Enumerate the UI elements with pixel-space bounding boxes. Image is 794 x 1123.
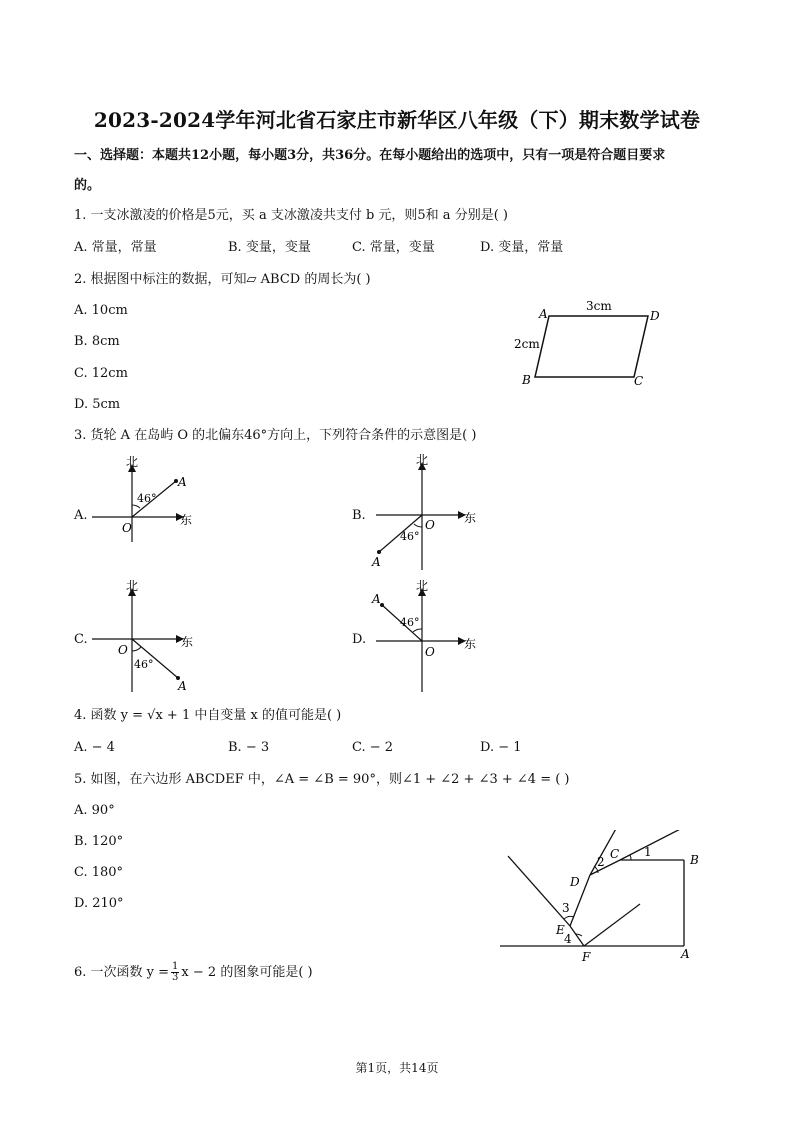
svg-text:A: A	[178, 475, 187, 489]
parallelogram-figure	[500, 296, 670, 392]
svg-text:4: 4	[564, 932, 572, 946]
svg-text:B: B	[690, 853, 699, 867]
q6-suffix: x − 2 的图象可能是( )	[181, 964, 313, 980]
svg-text:A: A	[178, 679, 187, 692]
q4-option-b[interactable]: B. − 3	[228, 740, 270, 755]
svg-text:北: 北	[126, 580, 139, 593]
svg-text:北: 北	[416, 453, 429, 467]
q3-option-b[interactable]: B.	[352, 508, 366, 523]
question-5-stem: 5. 如图，在六边形 ABCDEF 中，∠A = ∠B = 90°，则∠1 + ∠2 + ∠3 + ∠4 = ( )	[74, 772, 570, 787]
svg-text:E: E	[556, 923, 565, 937]
question-6-stem	[74, 962, 313, 983]
q2-option-b[interactable]: B. 8cm	[74, 334, 120, 349]
q5-option-b[interactable]: B. 120°	[74, 834, 124, 849]
svg-text:O: O	[425, 645, 435, 659]
svg-text:2: 2	[597, 855, 605, 869]
q5-option-a[interactable]: A. 90°	[74, 803, 115, 818]
section-heading-cont: 的。	[74, 178, 101, 193]
q3-option-d[interactable]: D.	[352, 632, 367, 647]
q5-option-d[interactable]: D. 210°	[74, 896, 124, 911]
q3-diagram-c	[86, 580, 202, 692]
vertex-a: A	[539, 307, 548, 321]
svg-text:A: A	[372, 555, 381, 569]
q2-option-a[interactable]: A. 10cm	[74, 303, 128, 318]
parallelogram-shape	[535, 316, 648, 377]
q3-diagram-b	[368, 448, 484, 570]
q3-diagram-d	[368, 580, 484, 692]
svg-text:东: 东	[181, 635, 194, 649]
svg-text:O: O	[122, 521, 132, 535]
svg-text:北: 北	[126, 456, 139, 469]
svg-text:东: 东	[464, 511, 477, 525]
svg-text:O: O	[118, 643, 128, 657]
question-3-stem: 3. 货轮 A 在岛屿 O 的北偏东46°方向上，下列符合条件的示意图是( )	[74, 428, 477, 443]
svg-text:46°: 46°	[137, 492, 157, 505]
q5-option-c[interactable]: C. 180°	[74, 865, 124, 880]
svg-text:北: 北	[416, 580, 429, 593]
q1-option-b[interactable]: B. 变量，变量	[228, 240, 311, 255]
q3-diagram-a	[86, 456, 202, 542]
svg-text:东: 东	[180, 513, 193, 527]
svg-text:F: F	[582, 950, 591, 964]
svg-text:A: A	[681, 947, 690, 961]
svg-text:D: D	[570, 875, 580, 889]
q6-fraction	[171, 962, 179, 983]
svg-text:O: O	[425, 518, 435, 532]
page-title: 2023-2024学年河北省石家庄市新华区八年级（下）期末数学试卷	[93, 108, 701, 132]
label-top-length: 3cm	[586, 299, 612, 313]
vertex-d: D	[650, 309, 660, 323]
svg-text:东: 东	[464, 637, 477, 651]
page-footer: 第1页，共14页	[355, 1061, 439, 1075]
section-heading: 一、选择题：本题共12小题，每小题3分，共36分。在每小题给出的选项中，只有一项是符合题目要求	[74, 148, 666, 163]
vertex-b: B	[522, 373, 531, 387]
q6-prefix: 6. 一次函数 y =	[74, 964, 170, 980]
q4-option-a[interactable]: A. − 4	[74, 740, 115, 755]
q3-option-a[interactable]: A.	[74, 508, 88, 523]
q4-option-d[interactable]: D. − 1	[480, 740, 522, 755]
hexagon-figure	[500, 830, 712, 964]
q6-fraction-denominator: 3	[172, 972, 179, 983]
q3-option-c[interactable]: C.	[74, 632, 88, 647]
q2-option-d[interactable]: D. 5cm	[74, 397, 121, 412]
q4-option-c[interactable]: C. − 2	[352, 740, 394, 755]
svg-text:46°: 46°	[400, 616, 420, 629]
svg-text:C: C	[610, 847, 620, 861]
question-1-stem: 1. 一支冰激凌的价格是5元，买 a 支冰激凌共支付 b 元，则5和 a 分别是( )	[74, 208, 508, 223]
q2-option-c[interactable]: C. 12cm	[74, 366, 128, 381]
label-left-length: 2cm	[514, 337, 540, 351]
vertex-c: C	[634, 374, 644, 388]
svg-text:46°: 46°	[134, 658, 154, 671]
svg-text:A: A	[372, 592, 381, 606]
svg-text:3: 3	[562, 901, 570, 915]
q1-option-a[interactable]: A. 常量，常量	[74, 240, 157, 255]
q6-fraction-numerator: 1	[172, 961, 179, 972]
svg-text:1: 1	[644, 845, 652, 859]
question-4-stem: 4. 函数 y = √x + 1 中自变量 x 的值可能是( )	[74, 708, 342, 723]
q1-option-d[interactable]: D. 变量，常量	[480, 240, 564, 255]
svg-text:46°: 46°	[400, 530, 420, 543]
question-2-stem: 2. 根据图中标注的数据，可知▱ ABCD 的周长为( )	[74, 272, 371, 287]
q1-option-c[interactable]: C. 常量，变量	[352, 240, 435, 255]
